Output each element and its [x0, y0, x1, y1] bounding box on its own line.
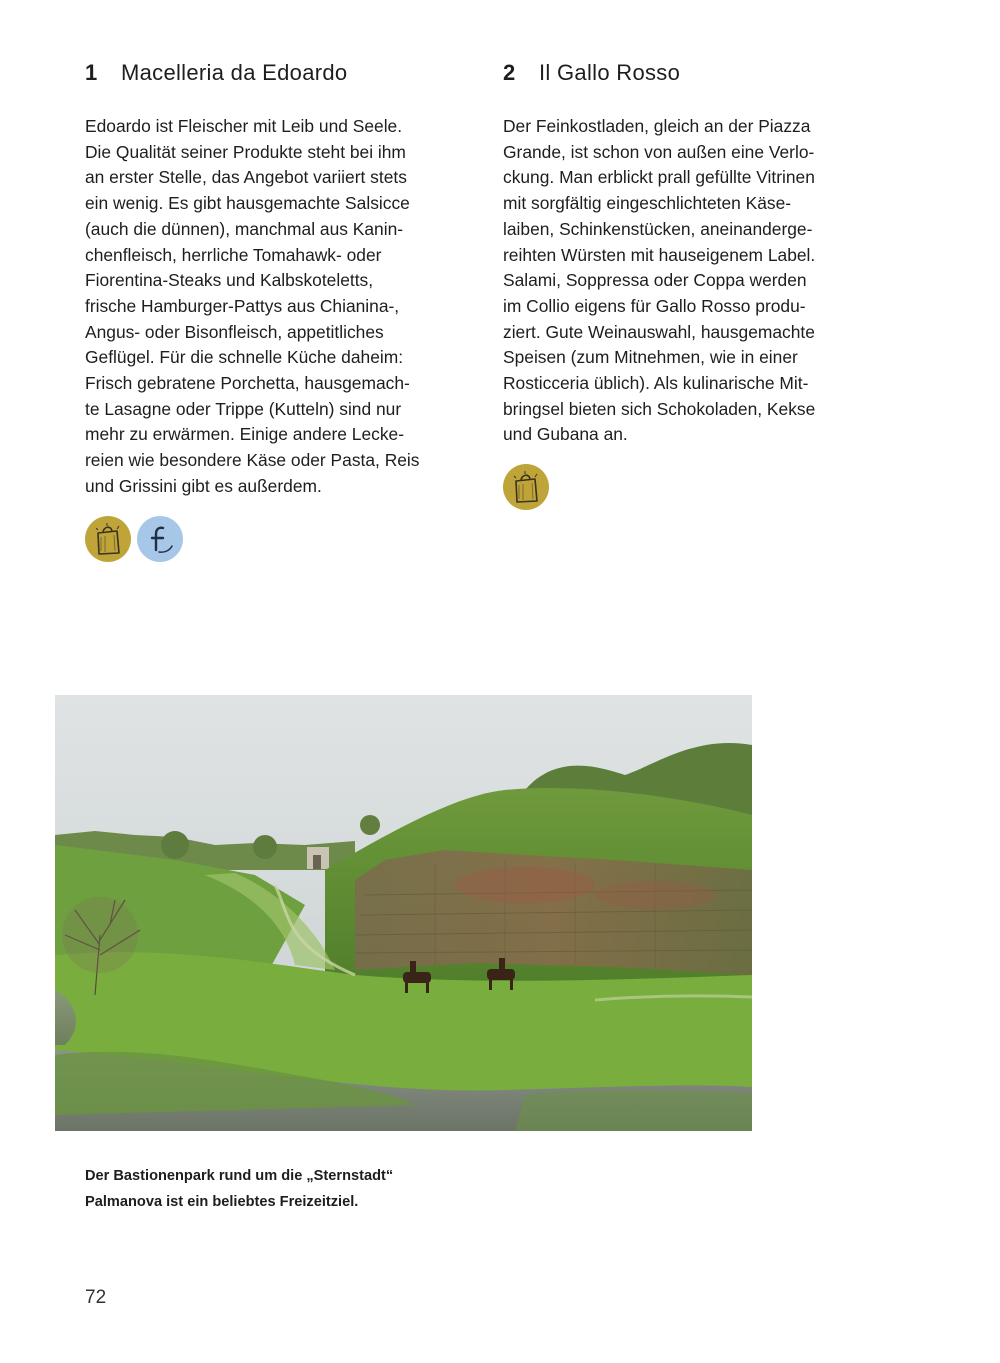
entry-2-title: Il Gallo Rosso: [539, 60, 681, 85]
entry-1-line: Die Qualität seiner Produkte steht bei ihm: [85, 141, 406, 162]
entry-1-line: (auch die dünnen), manchmal aus Kanin-: [85, 218, 404, 239]
entry-1-line: ein wenig. Es gibt hausgemachte Salsicce: [85, 193, 410, 214]
shopping-bag-icon[interactable]: [503, 464, 549, 510]
bastion-park-photo: [55, 695, 752, 1131]
entry-2-line: im Collio eigens für Gallo Rosso produ-: [503, 295, 806, 316]
entry-2-line: Rosticceria üblich). Als kulinarische Mit-: [503, 373, 809, 394]
entry-1-line: chenfleisch, herrliche Tomahawk- oder: [85, 244, 382, 265]
entry-1-line: an erster Stelle, das Angebot variiert stets: [85, 167, 407, 188]
entry-2-line: Der Feinkostladen, gleich an der Piazza: [503, 116, 811, 136]
entry-1-icons: [85, 516, 480, 562]
entry-2-line: und Gubana an.: [503, 424, 628, 445]
entry-2: [503, 58, 883, 510]
entry-2-line: laiben, Schinkenstücken, aneinanderge-: [503, 218, 813, 239]
entry-2-description: [503, 114, 883, 448]
entry-1-line: Fiorentina-Steaks und Kalbskoteletts,: [85, 270, 374, 291]
entry-1-line: Angus- oder Bisonfleisch, appetitliches: [85, 321, 384, 342]
entry-1-line: Frisch gebratene Porchetta, hausgemach-: [85, 373, 410, 394]
entry-1-line: und Grissini gibt es außerdem.: [85, 475, 322, 496]
photo-caption: [85, 1163, 585, 1215]
entry-2-line: reihten Würsten mit hauseigenem Label.: [503, 244, 816, 265]
caption-line-2: Palmanova ist ein beliebtes Freizeitziel.: [85, 1194, 359, 1210]
caption-line-1: Der Bastionenpark rund um die „Sternstadt“: [85, 1168, 394, 1184]
facebook-icon[interactable]: [137, 516, 183, 562]
entry-2-line: bringsel bieten sich Schokoladen, Kekse: [503, 398, 816, 419]
entry-1-number: 1: [85, 60, 98, 85]
page-number: 72: [85, 1287, 107, 1308]
entry-1-line: frische Hamburger-Pattys aus Chianina-,: [85, 295, 400, 316]
entry-2-heading: [503, 58, 883, 88]
entry-1-heading: [85, 58, 480, 88]
entry-1-line: Edoardo ist Fleischer mit Leib und Seele.: [85, 116, 403, 136]
entry-2-line: ckung. Man erblickt prall gefüllte Vitrinen: [503, 167, 815, 188]
entry-1-line: Geflügel. Für die schnelle Küche daheim:: [85, 347, 404, 368]
entry-2-line: ziert. Gute Weinauswahl, hausgemachte: [503, 321, 815, 342]
entry-2-icons: [503, 464, 883, 510]
entry-1-line: reien wie besondere Käse oder Pasta, Reis: [85, 450, 420, 471]
entry-2-line: Salami, Soppressa oder Coppa werden: [503, 270, 807, 291]
shopping-bag-icon[interactable]: [85, 516, 131, 562]
entry-2-line: Grande, ist schon von außen eine Verlo-: [503, 141, 815, 162]
entry-1-description: [85, 114, 480, 500]
entry-2-line: mit sorgfältig eingeschlichteten Käse-: [503, 193, 792, 214]
entry-2-number: 2: [503, 60, 516, 85]
entry-1: [85, 58, 480, 562]
entry-1-line: mehr zu erwärmen. Einige andere Lecke-: [85, 424, 404, 445]
entry-2-line: Speisen (zum Mitnehmen, wie in einer: [503, 347, 798, 368]
entry-1-title: Macelleria da Edoardo: [121, 60, 348, 85]
entry-1-line: te Lasagne oder Trippe (Kutteln) sind nur: [85, 398, 402, 419]
